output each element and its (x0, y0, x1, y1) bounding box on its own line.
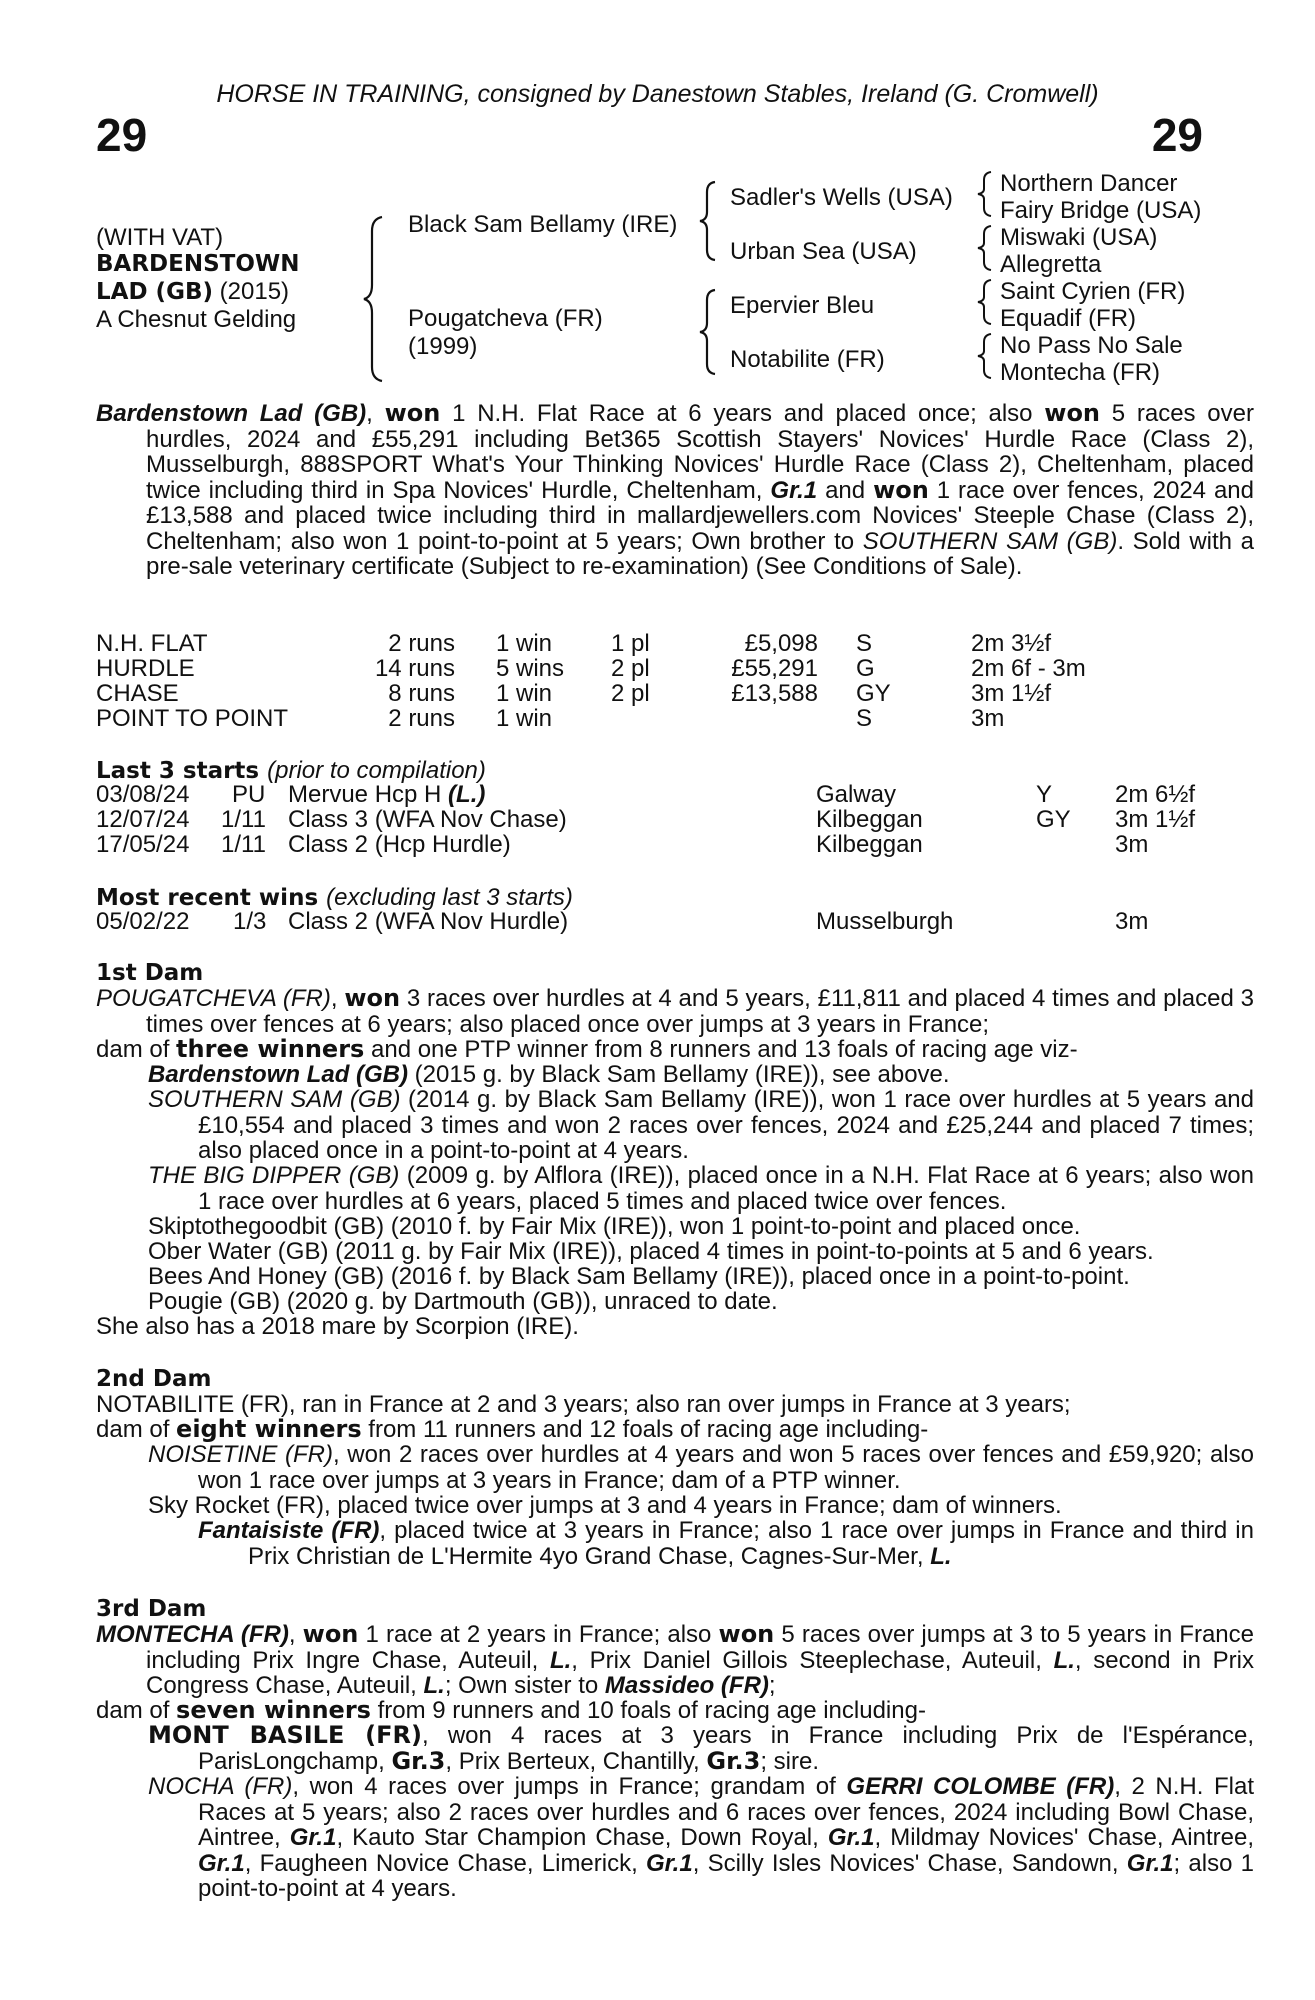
record-placed: 2 pl (611, 680, 650, 707)
start-course: Kilbeggan (816, 831, 923, 858)
first-dam-produce-6: Bees And Honey (GB) (2016 f. by Black Sam Bellamy (IRE)), placed once in a point-to-point. (148, 1263, 1130, 1290)
second-dam-produce-1: NOISETINE (FR), won 2 races over hurdles at 4 years and won 5 races over fences and £59,920; also won 1 race over jumps at 3 years in France; dam of a PTP winner. (148, 1441, 1254, 1494)
start-going: Y (1036, 781, 1053, 808)
first-dam-heading: 1st Dam (96, 960, 204, 986)
record-distance: 3m (971, 705, 1005, 732)
start-date: 12/07/24 (96, 806, 190, 833)
pedigree-sdd: Allegretta (1000, 251, 1102, 278)
third-dam-produce-summary: dam of seven winners from 9 runners and 10 foals of racing age including- (96, 1696, 926, 1724)
page-header: HORSE IN TRAINING, consigned by Danestown Stables, Ireland (G. Cromwell) (216, 80, 1099, 108)
record-runs: 2 runs (388, 705, 455, 732)
record-distance: 2m 6f - 3m (971, 655, 1086, 682)
second-dam-intro: NOTABILITE (FR), ran in France at 2 and 3 years; also ran over jumps in France at 3 years; (96, 1391, 1071, 1418)
pedigree-brace-sd (975, 224, 997, 272)
pedigree-brace-dam (697, 288, 723, 376)
first-dam-produce-2: SOUTHERN SAM (GB) (2014 g. by Black Sam Bellamy (IRE)), won 1 race over hurdles at 5 years and £10,554 and placed 3 times and won 2 races over fences, 2024 and £25,244 and placed 7 times; also placed once in a point-to-point at 4 years. (148, 1086, 1254, 1164)
second-dam-produce-summary: dam of eight winners from 11 runners and 12 foals of racing age including- (96, 1415, 929, 1443)
third-dam-intro: MONTECHA (FR), won 1 race at 2 years in France; also won 5 races over jumps at 3 to 5 years in France including Prix Ingre Chase, Auteuil, L., Prix Daniel Gillois Steeplechase, Auteuil, L., second in Prix Congress Chase, Auteuil, L.; Own sister to Massideo (FR); (96, 1620, 1254, 1699)
win-date: 05/02/22 (96, 908, 190, 935)
third-dam-produce-1: MONT BASILE (FR), won 4 races at 3 years in France including Prix de l'Espérance, ParisLongchamp, Gr.3, Prix Berteux, Chantilly, Gr.3; sire. (148, 1721, 1254, 1775)
pedigree-dam-dam: Notabilite (FR) (730, 346, 885, 373)
pedigree-ssd: Fairy Bridge (USA) (1000, 197, 1202, 224)
pedigree-sss: Northern Dancer (1000, 170, 1178, 197)
record-prize: £5,098 (744, 630, 818, 657)
record-type: CHASE (96, 680, 179, 707)
record-distance: 2m 3½f (971, 630, 1052, 657)
record-type: HURDLE (96, 655, 195, 682)
start-race: Class 2 (Hcp Hurdle) (288, 831, 511, 858)
record-going: GY (856, 680, 891, 707)
first-dam-produce-7: Pougie (GB) (2020 g. by Dartmouth (GB)), unraced to date. (148, 1288, 778, 1315)
record-placed: 2 pl (611, 655, 650, 682)
pedigree-dam: Pougatcheva (FR) (408, 305, 603, 332)
lot-number-right: 29 (1151, 109, 1203, 161)
second-dam-produce-2: Sky Rocket (FR), placed twice over jumps at 3 and 4 years in France; dam of winners. (148, 1492, 1062, 1519)
first-dam-intro: POUGATCHEVA (FR), won 3 races over hurdles at 4 and 5 years, £11,811 and placed 4 times and placed 3 times over fences at 6 years; also placed once over jumps at 3 years in France; (96, 984, 1255, 1038)
first-dam-produce-4: Skiptothegoodbit (GB) (2010 f. by Fair Mix (IRE)), won 1 point-to-point and placed once. (148, 1213, 1081, 1240)
start-distance: 3m 1½f (1115, 806, 1196, 833)
third-dam-heading: 3rd Dam (96, 1596, 207, 1622)
start-position: 1/11 (221, 806, 266, 833)
pedigree-brace-ss (975, 170, 997, 218)
record-going: S (856, 705, 873, 732)
pedigree-ddd: Montecha (FR) (1000, 359, 1161, 386)
second-dam-produce-3: Fantaisiste (FR), placed twice at 3 years in France; also 1 race over jumps in France and third in Prix Christian de L'Hermite 4yo Grand Chase, Cagnes-Sur-Mer, L. (198, 1517, 1254, 1570)
pedigree-dsd: Equadif (FR) (1000, 305, 1137, 332)
record-wins: 1 win (496, 705, 553, 732)
lot-number-left: 29 (96, 109, 148, 161)
record-wins: 1 win (496, 680, 553, 707)
record-prize: £55,291 (731, 655, 818, 682)
pedigree-dds: No Pass No Sale (1000, 332, 1183, 359)
pedigree-brace-dd (975, 332, 997, 380)
vat-label: (WITH VAT) (96, 224, 224, 251)
recent-wins-heading: Most recent wins (excluding last 3 starts) (96, 884, 573, 911)
pedigree-dss: Saint Cyrien (FR) (1000, 278, 1186, 305)
first-dam-produce-1: Bardenstown Lad (GB) (2015 g. by Black Sam Bellamy (IRE)), see above. (148, 1061, 950, 1088)
third-dam-produce-2: NOCHA (FR), won 4 races over jumps in France; grandam of GERRI COLOMBE (FR), 2 N.H. Flat Races at 5 years; also 2 races over hurdles and 6 races over fences, 2024 including Bowl Chase, Aintree, Gr.1, Kauto Star Champion Chase, Down Royal, Gr.1, Mildmay Novices' Chase, Aintree, Gr.1, Faugheen Novice Chase, Limerick, Gr.1, Scilly Isles Novices' Chase, Sandown, Gr.1; also 1 point-to-point at 4 years. (148, 1773, 1254, 1902)
record-going: S (856, 630, 873, 657)
last-3-starts-heading: Last 3 starts (prior to compilation) (96, 757, 486, 784)
record-runs: 8 runs (388, 680, 455, 707)
start-course: Kilbeggan (816, 806, 923, 833)
pedigree-brace-main (360, 215, 400, 385)
record-prize: £13,588 (731, 680, 818, 707)
record-type: N.H. FLAT (96, 630, 208, 657)
win-distance: 3m (1115, 908, 1149, 935)
horse-name-line2: LAD (GB) (2015) (96, 278, 290, 305)
win-position: 1/3 (233, 908, 267, 935)
pedigree-sire: Black Sam Bellamy (IRE) (408, 211, 678, 238)
pedigree-dam-year: (1999) (408, 333, 478, 360)
first-dam-produce-summary: dam of three winners and one PTP winner from 8 runners and 13 foals of racing age viz- (96, 1035, 1078, 1063)
start-going: GY (1036, 806, 1071, 833)
start-distance: 2m 6½f (1115, 781, 1196, 808)
record-going: G (856, 655, 875, 682)
race-summary: Bardenstown Lad (GB), won 1 N.H. Flat Race at 6 years and placed once; also won 5 races over hurdles, 2024 and £55,291 including Bet365 Scottish Stayers' Novices' Hurdle Race (Class 2), Musselburgh, 888SPORT What's Your Thinking Novices' Hurdle Race (Class 2), Cheltenham, placed twice including third in Spa Novices' Hurdle, Cheltenham, Gr.1 and won 1 race over fences, 2024 and £13,588 and placed twice including third in mallardjewellers.com Novices' Steeple Chase (Class 2), Cheltenham; also won 1 point-to-point at 5 years; Own brother to SOUTHERN SAM (GB). Sold with a pre-sale veterinary certificate (Subject to re-examination) (See Conditions of Sale). (96, 399, 1255, 580)
record-runs: 14 runs (374, 655, 455, 682)
record-distance: 3m 1½f (971, 680, 1052, 707)
start-date: 17/05/24 (96, 831, 190, 858)
win-course: Musselburgh (816, 908, 954, 935)
start-position: PU (232, 781, 266, 808)
start-race: Class 3 (WFA Nov Chase) (288, 806, 567, 833)
record-wins: 1 win (496, 630, 553, 657)
first-dam-also: She also has a 2018 mare by Scorpion (IRE). (96, 1313, 579, 1340)
start-course: Galway (816, 781, 897, 808)
record-type: POINT TO POINT (96, 705, 289, 732)
horse-description: A Chesnut Gelding (96, 306, 297, 333)
pedigree-sire-sire: Sadler's Wells (USA) (730, 184, 953, 211)
pedigree-brace-ds (975, 278, 997, 326)
start-race: Mervue Hcp H (L.) (288, 781, 486, 808)
record-placed: 1 pl (611, 630, 650, 657)
pedigree-brace-sire (697, 180, 723, 262)
pedigree-dam-sire: Epervier Bleu (730, 292, 875, 319)
start-date: 03/08/24 (96, 781, 190, 808)
pedigree-sire-dam: Urban Sea (USA) (730, 238, 917, 265)
second-dam-heading: 2nd Dam (96, 1366, 212, 1392)
pedigree-sds: Miswaki (USA) (1000, 224, 1158, 251)
first-dam-produce-3: THE BIG DIPPER (GB) (2009 g. by Alflora (IRE)), placed once in a N.H. Flat Race at 6 years; also won 1 race over hurdles at 6 years, placed 5 times and placed twice over fences. (148, 1162, 1254, 1215)
start-distance: 3m (1115, 831, 1149, 858)
record-runs: 2 runs (388, 630, 455, 657)
first-dam-produce-5: Ober Water (GB) (2011 g. by Fair Mix (IRE)), placed 4 times in point-to-points at 5 and 6 years. (148, 1238, 1154, 1265)
record-wins: 5 wins (496, 655, 565, 682)
start-position: 1/11 (221, 831, 266, 858)
win-race: Class 2 (WFA Nov Hurdle) (288, 908, 569, 935)
horse-name: BARDENSTOWN (96, 251, 300, 277)
